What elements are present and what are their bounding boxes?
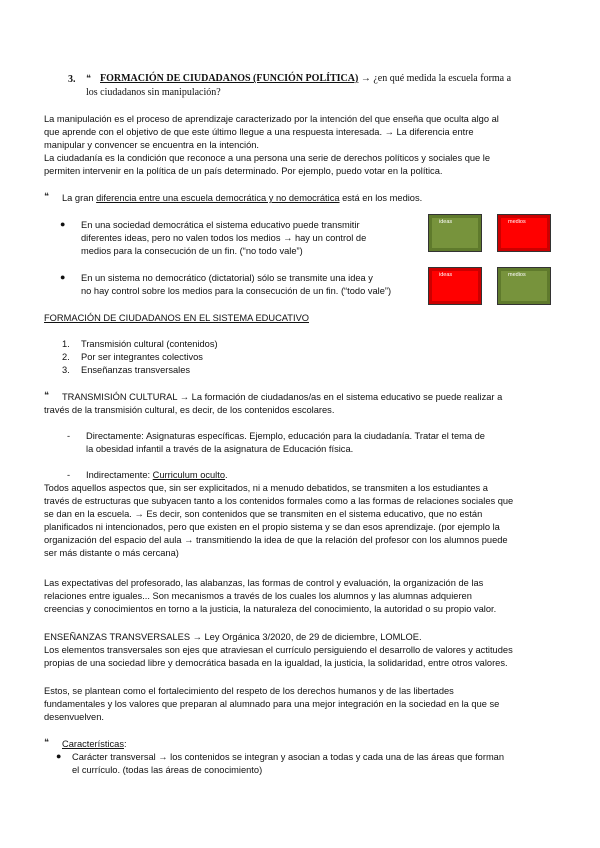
list-item: Por ser integrantes colectivos	[81, 352, 203, 362]
text-line: medios para la consecución de un fin. (“no todo vale”)	[81, 246, 303, 256]
quote-icon: ❝	[44, 738, 49, 748]
text-line: Directamente: Asignaturas específicas. Ejemplo, educación para la ciudadanía. Tratar el tema de	[86, 431, 485, 441]
characteristics-heading	[62, 738, 127, 750]
quote-icon: ❝	[44, 391, 49, 401]
text-line: La manipulación es el proceso de aprendizaje caracterizado por la intención del que enseña que oculta algo al	[44, 114, 499, 124]
text-line: que aprende con el objetivo de que este último llegue a una respuesta interesada. → La diferencia entre	[44, 127, 474, 137]
text-line: ENSEÑANZAS TRANSVERSALES → Ley Orgánica 3/2020, de 29 de diciembre, LOMLOE.	[44, 632, 422, 642]
text-line: el currículo. (todas las áreas de conocimiento)	[72, 765, 263, 775]
text-line: relaciones entre iguales... Son mecanismos a través de los cuales los alumnos y las alumnas adquieren	[44, 591, 472, 601]
curriculum-oculto-link: Curriculum oculto	[152, 470, 226, 480]
ideas-red-box: ideas	[428, 267, 482, 305]
list-item: Transmisión cultural (contenidos)	[81, 339, 218, 349]
text-line: permiten intervenir en la política de un país determinado. Por ejemplo, puedo votar en la política.	[44, 166, 443, 176]
text-line: TRANSMISIÓN CULTURAL → La formación de ciudadanos/as en el sistema educativo se puede realizar a	[62, 392, 503, 402]
dash-bullet: -	[67, 431, 71, 441]
text-line: Carácter transversal → los contenidos se integran y asocian a todas y cada una de las áreas que forman	[72, 752, 505, 762]
section-subtitle: FORMACIÓN DE CIUDADANOS EN EL SISTEMA EDUCATIVO	[44, 313, 309, 323]
list-number: 2.	[62, 352, 70, 362]
text-line: planificados ni intencionados, pero que existen en el propio sistema y se dan esos aprendizaje. (por ejemplo la	[44, 522, 500, 532]
text-line: través de estructuras que subyacen tanto a los contenidos formales como a las formas de relaciones sociales que	[44, 496, 514, 506]
list-item: Enseñanzas transversales	[81, 365, 191, 375]
section-title: FORMACIÓN DE CIUDADANOS (FUNCIÓN POLÍTICA)	[100, 73, 359, 84]
text-line: Estos, se plantean como el fortalecimiento del respeto de los derechos humanos y de las libertades	[44, 686, 454, 696]
list-number: 3.	[62, 365, 70, 375]
text-line: fundamentales y los valores que preparan al alumnado para una mejor integración en la sociedad en la que se	[44, 699, 500, 709]
text-line: diferentes ideas, pero no valen todos los medios → hay un control de	[81, 233, 367, 243]
difference-line	[62, 192, 422, 204]
difference-post: está en los medios.	[339, 193, 423, 203]
text-line: manipular y convencer se encuentra en la intención.	[44, 140, 259, 150]
section-heading	[100, 73, 511, 85]
text-line: Todos aquellos aspectos que, sin ser explicitados, ni a menudo debatidos, se transmiten a los estudiantes a	[44, 483, 488, 493]
list-number: 1.	[62, 339, 70, 349]
text-line: Los elementos transversales son ejes que atraviesan el currículo persiguiendo el desarrollo de valores y actitudes	[44, 645, 513, 655]
text-line: ser más distante o más cercana)	[44, 548, 179, 558]
indirect-pre: Indirectamente:	[86, 470, 153, 480]
characteristics-label: Características	[62, 739, 124, 749]
text-line: no hay control sobre los medios para la consecución de un fin. (“todo vale”)	[81, 286, 392, 296]
quote-icon: ❝	[44, 192, 49, 202]
text-line: organización del espacio del aula → transmitiendo la idea de que la relación del profesor con los alumnos puede	[44, 535, 508, 545]
difference-pre: La gran	[62, 193, 97, 203]
section-question-a: → ¿en qué medida la escuela forma a	[358, 73, 512, 84]
text-line: la obesidad infantil a través de la asignatura de Educación física.	[86, 444, 354, 454]
bullet-dot: ●	[60, 219, 66, 229]
indirect-line	[86, 469, 228, 481]
medios-green-box: medios	[497, 267, 551, 305]
dash-bullet: -	[67, 470, 71, 480]
text-line: se dan en la escuela. → Es decir, son contenidos que se transmiten en el sistema educativo, que no están	[44, 509, 483, 519]
bullet-dot: ●	[60, 272, 66, 282]
section-question-b: los ciudadanos sin manipulación?	[86, 87, 221, 98]
medios-red-box: medios	[497, 214, 551, 252]
text-line: través de la transmisión cultural, es decir, de los contenidos escolares.	[44, 405, 335, 415]
text-line: propias de una sociedad libre y democrática basada en la igualdad, la justicia, la solidaridad, entre otros valores.	[44, 658, 508, 668]
text-line: Las expectativas del profesorado, las alabanzas, las formas de control y evaluación, la organización de las	[44, 578, 484, 588]
ideas-green-box: ideas	[428, 214, 482, 252]
section-number: 3.	[68, 74, 76, 85]
bullet-dot: ●	[56, 751, 62, 761]
text-line: En un sistema no democrático (dictatorial) sólo se transmite una idea y	[81, 273, 373, 283]
difference-underlined: diferencia entre una escuela democrática y no democrática	[96, 193, 340, 203]
indirect-post: .	[225, 470, 228, 480]
text-line: creencias y conocimientos en torno a la justicia, la naturaleza del conocimiento, la autoridad o su propio valor.	[44, 604, 497, 614]
text-line: desenvuelven.	[44, 712, 104, 722]
text-line: La ciudadanía es la condición que reconoce a una persona una serie de derechos políticos y sociales que le	[44, 153, 491, 163]
characteristics-colon: :	[124, 739, 127, 749]
text-line: En una sociedad democrática el sistema educativo puede transmitir	[81, 220, 360, 230]
quote-icon: ❝	[86, 74, 91, 84]
